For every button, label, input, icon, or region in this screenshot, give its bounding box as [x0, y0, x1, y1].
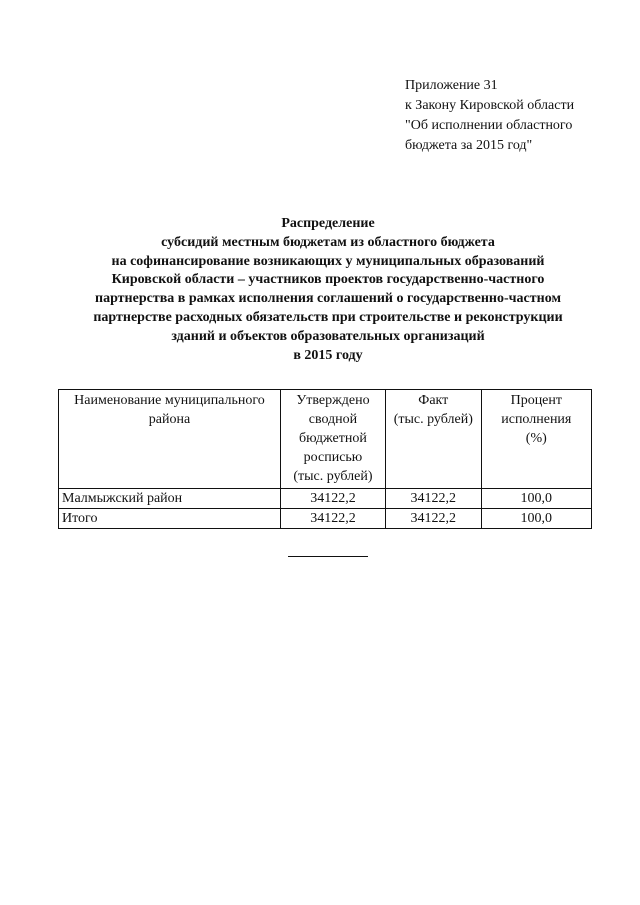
header-percent: [481, 390, 591, 489]
table-row: [59, 489, 592, 509]
table-total-row: [59, 509, 592, 529]
title-line: в 2015 году: [293, 347, 363, 363]
header-line: росписью: [303, 450, 363, 465]
header-line: (%): [525, 431, 547, 446]
cell-total-label: Итого: [59, 509, 281, 529]
header-line: Факт: [418, 393, 449, 408]
header-municipality: [59, 390, 281, 489]
cell-percent: 100,0: [481, 489, 591, 509]
header-line: бюджетной: [299, 431, 367, 446]
subsidy-table: [58, 389, 592, 529]
header-line: (тыс. рублей): [393, 412, 473, 427]
title-line: Распределение: [281, 216, 375, 231]
title-line: партнерства в рамках исполнения соглашений о государственно-частном: [95, 291, 561, 307]
closing-rule: [288, 556, 368, 557]
cell-approved: 34122,2: [280, 509, 385, 529]
document-title: [40, 215, 616, 365]
cell-approved: 34122,2: [280, 489, 385, 509]
header-line: Наименование муниципального: [74, 393, 265, 408]
header-approved: [280, 390, 385, 489]
header-line: исполнения: [501, 412, 572, 427]
header-line: Процент: [510, 393, 563, 408]
cell-percent: 100,0: [481, 509, 591, 529]
header-line: сводной: [308, 412, 358, 427]
title-line: зданий и объектов образовательных организаций: [171, 328, 485, 344]
table-header-row: [59, 390, 592, 489]
header-fact: [385, 390, 481, 489]
header-line: Утверждено: [296, 393, 370, 408]
appendix-line: к Закону Кировской области: [405, 98, 575, 113]
appendix-line: бюджета за 2015 год": [405, 138, 533, 153]
header-line: района: [148, 412, 191, 427]
cell-fact: 34122,2: [385, 489, 481, 509]
appendix-block: [405, 76, 574, 156]
appendix-line: "Об исполнении областного: [405, 118, 573, 133]
title-line: субсидий местным бюджетам из областного бюджета: [161, 234, 495, 250]
title-line: на софинансирование возникающих у муниципальных образований: [111, 253, 545, 269]
cell-fact: 34122,2: [385, 509, 481, 529]
header-line: (тыс. рублей): [293, 469, 373, 484]
appendix-line: Приложение 31: [405, 78, 498, 93]
cell-municipality: Малмыжский район: [59, 489, 281, 509]
title-line: Кировской области – участников проектов государственно-частного: [111, 272, 545, 288]
title-line: партнерстве расходных обязательств при строительстве и реконструкции: [93, 309, 563, 325]
